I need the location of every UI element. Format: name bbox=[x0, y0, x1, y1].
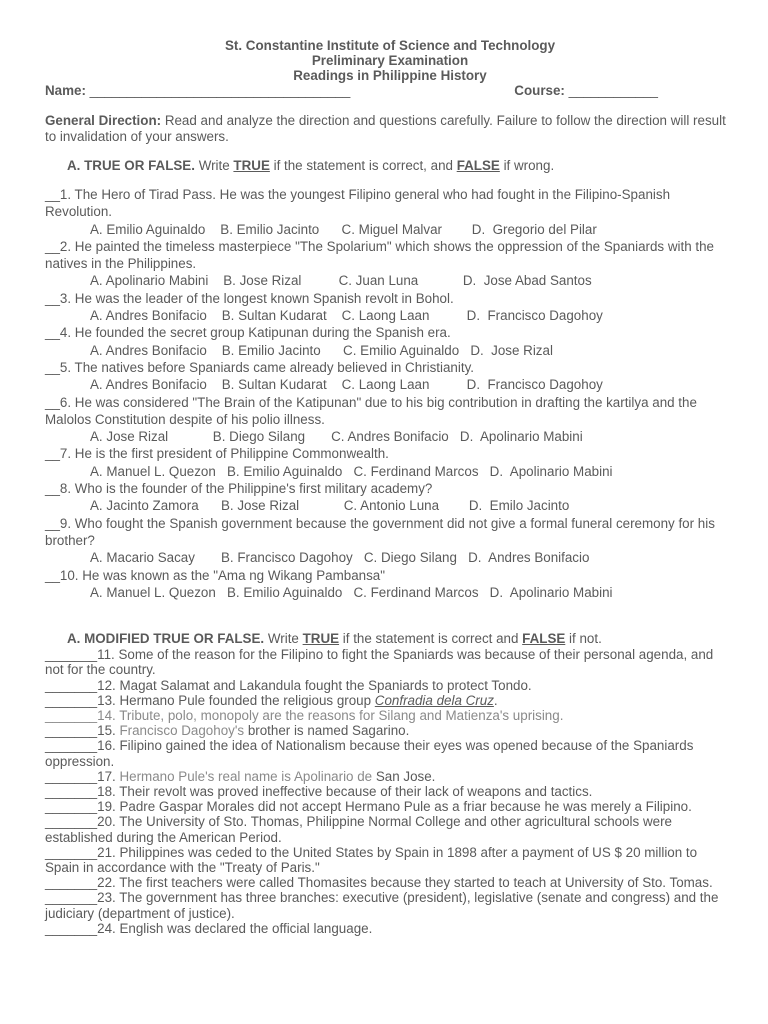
section-a-heading bbox=[67, 158, 735, 174]
question-3: __3. He was the leader of the longest known Spanish revolt in Bohol. bbox=[45, 290, 454, 306]
question-18: _______18. Their revolt was proved ineffective because of their lack of weapons and tactics. bbox=[45, 783, 593, 799]
section-a-questions bbox=[45, 186, 735, 601]
section-b-text: Write bbox=[264, 631, 303, 647]
question-5: __5. The natives before Spaniards came already believed in Christianity. bbox=[45, 359, 474, 375]
question-14: _______14. Tribute, polo, monopoly are the reasons for Silang and Matienza's uprising. bbox=[45, 707, 564, 723]
name-field bbox=[45, 83, 350, 99]
general-direction bbox=[45, 113, 735, 145]
question-15-text: _______15. bbox=[45, 723, 120, 739]
choices-3: A. Andres Bonifacio B. Sultan Kudarat C. Laong Laan D. Francisco Dagohoy bbox=[90, 308, 603, 324]
question-13-text: _______13. Hermano Pule founded the religious group bbox=[45, 692, 375, 708]
question-9: __9. Who fought the Spanish government because the government did not give a formal funeral ceremony for his brother? bbox=[45, 515, 715, 548]
question-1: __1. The Hero of Tirad Pass. He was the youngest Filipino general who had fought in the Filipino-Spanish Revolution. bbox=[45, 187, 671, 220]
subject-title: Readings in Philippine History bbox=[293, 68, 487, 83]
question-15-text: Francisco Dagohoy's bbox=[119, 723, 245, 739]
question-19: _______19. Padre Gaspar Morales did not accept Hermano Pule as a friar because he was merely a Filipino. bbox=[45, 799, 692, 815]
section-a-text: if the statement is correct, and bbox=[269, 158, 457, 173]
question-24: _______24. English was declared the official language. bbox=[45, 920, 373, 936]
choices-2: A. Apolinario Mabini B. Jose Rizal C. Juan Luna D. Jose Abad Santos bbox=[90, 273, 592, 289]
choices-9: A. Macario Sacay B. Francisco Dagohoy C. Diego Silang D. Andres Bonifacio bbox=[90, 550, 590, 566]
section-b-true: TRUE bbox=[302, 631, 340, 647]
course-field bbox=[514, 83, 658, 99]
question-7: __7. He is the first president of Philippine Commonwealth. bbox=[45, 446, 389, 462]
choices-7: A. Manuel L. Quezon B. Emilio Aguinaldo C. Ferdinand Marcos D. Apolinario Mabini bbox=[90, 463, 613, 479]
section-a-text: Write bbox=[194, 158, 234, 173]
exam-title: Preliminary Examination bbox=[311, 53, 469, 68]
question-4: __4. He founded the secret group Katipunan during the Spanish era. bbox=[45, 325, 451, 341]
name-label: Name: bbox=[45, 83, 86, 98]
question-12: _______12. Magat Salamat and Lakandula fought the Spaniards to protect Tondo. bbox=[45, 677, 532, 693]
course-blank: ____________ bbox=[564, 83, 658, 98]
choices-4: A. Andres Bonifacio B. Emilio Jacinto C. Emilio Aguinaldo D. Jose Rizal bbox=[90, 342, 553, 358]
question-21: _______21. Philippines was ceded to the United States by Spain in 1898 after a payment of US $ 20 million to Spain in accordance with the "Treaty of Paris." bbox=[45, 844, 698, 875]
section-a-true: TRUE bbox=[233, 158, 270, 173]
section-b-title: A. MODIFIED TRUE OR FALSE. bbox=[67, 631, 265, 647]
choices-8: A. Jacinto Zamora B. Jose Rizal C. Antonio Luna D. Emilo Jacinto bbox=[90, 498, 570, 514]
choices-1: A. Emilio Aguinaldo B. Emilio Jacinto C. Miguel Malvar D. Gregorio del Pilar bbox=[90, 221, 597, 237]
exam-header bbox=[45, 38, 735, 83]
question-13-text: . bbox=[493, 692, 498, 708]
institution-name: St. Constantine Institute of Science and Technology bbox=[224, 38, 556, 53]
question-2: __2. He painted the timeless masterpiece "The Spolarium" which shows the oppression of the Spaniards with the natives in the Philippines. bbox=[45, 238, 714, 272]
section-a-title: A. TRUE OR FALSE. bbox=[67, 158, 195, 173]
question-20: _______20. The University of Sto. Thomas, Philippine Normal College and other agricultural schools were established during the American Period. bbox=[45, 814, 672, 845]
general-direction-label: General Direction: bbox=[45, 113, 162, 128]
exam-page bbox=[45, 38, 735, 936]
name-blank: ___________________________________ bbox=[85, 83, 351, 98]
question-23: _______23. The government has three branches: executive (president), legislative (senate and congress) and the judiciary (department of justice). bbox=[45, 890, 719, 921]
section-a-text: if wrong. bbox=[499, 158, 555, 173]
question-22: _______22. The first teachers were called Thomasites because they started to teach at University of Sto. Tomas. bbox=[45, 875, 713, 891]
question-15-text: brother is named Sagarino. bbox=[244, 723, 410, 739]
choices-6: A. Jose Rizal B. Diego Silang C. Andres Bonifacio D. Apolinario Mabini bbox=[90, 429, 583, 445]
question-15 bbox=[45, 723, 735, 738]
section-b-text: if the statement is correct and bbox=[339, 631, 523, 647]
question-13 bbox=[45, 693, 735, 708]
question-17-text: _______17. bbox=[45, 768, 120, 784]
general-direction-text: Read and analyze the direction and questions carefully. Failure to follow the direction will result to invalidation of your answers. bbox=[45, 113, 726, 144]
confradia-dela-cruz: Confradia dela Cruz bbox=[374, 692, 494, 708]
section-b-questions bbox=[45, 647, 735, 936]
section-b-false: FALSE bbox=[522, 631, 566, 647]
choices-10: A. Manuel L. Quezon B. Emilio Aguinaldo C. Ferdinand Marcos D. Apolinario Mabini bbox=[90, 584, 613, 600]
question-17-text: Hermano Pule's real name is Apolinario de bbox=[119, 768, 373, 784]
course-label: Course: bbox=[514, 83, 565, 98]
name-course-row bbox=[45, 83, 735, 99]
question-8: __8. Who is the founder of the Philippine's first military academy? bbox=[45, 481, 433, 497]
question-17-text: San Jose. bbox=[372, 768, 436, 784]
question-10: __10. He was known as the "Ama ng Wikang Pambansa" bbox=[45, 567, 385, 583]
question-6: __6. He was considered "The Brain of the Katipunan" due to his big contribution in drafting the kartilya and the Malolos Constitution despite of his polio illness. bbox=[45, 394, 697, 427]
question-11: _______11. Some of the reason for the Filipino to fight the Spaniards was because of their personal agenda, and not for the country. bbox=[45, 647, 714, 678]
choices-5: A. Andres Bonifacio B. Sultan Kudarat C. Laong Laan D. Francisco Dagohoy bbox=[90, 377, 603, 393]
section-b-heading bbox=[67, 631, 735, 647]
section-b-text: if not. bbox=[565, 631, 602, 647]
question-16: _______16. Filipino gained the idea of Nationalism because their eyes was opened because of the Spaniards oppression. bbox=[45, 738, 694, 769]
question-17 bbox=[45, 769, 735, 784]
section-a-false: FALSE bbox=[456, 158, 500, 173]
